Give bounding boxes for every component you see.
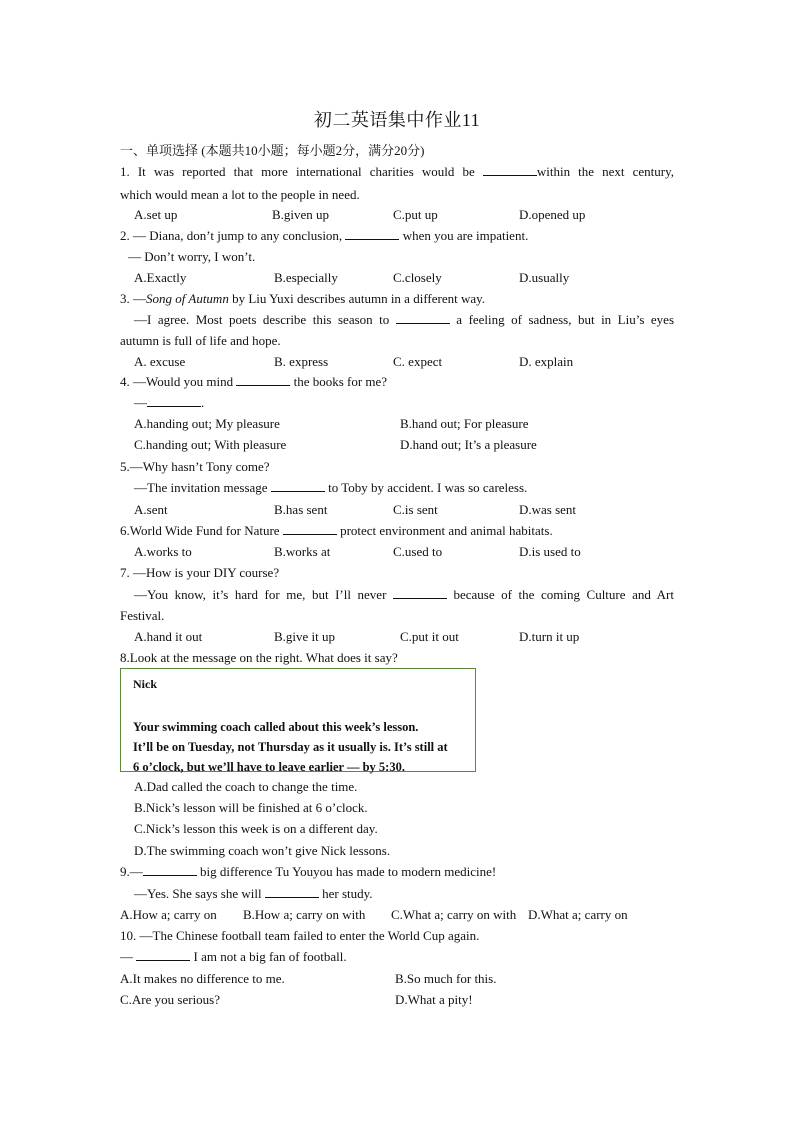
q10-option-a: A.It makes no difference to me. <box>120 971 285 986</box>
q3-line2-b: a feeling of sadness, but in Liu’s eyes <box>456 312 675 327</box>
question-7-stem: 7. —How is your DIY course? <box>120 565 280 580</box>
q7-option-c: C.put it out <box>400 629 459 644</box>
answer-blank <box>283 523 337 535</box>
q10-option-b: B.So much for this. <box>395 971 497 986</box>
question-7-line2 <box>134 587 674 603</box>
q3-line2-a: —I agree. Most poets describe this season to <box>134 312 390 327</box>
q9-text-b: big difference Tu Youyou has made to modern medicine! <box>200 864 497 879</box>
q7-option-b: B.give it up <box>274 629 336 644</box>
q3-text-b: by Liu Yuxi describes autumn in a different way. <box>228 291 486 306</box>
question-3-stem <box>120 291 485 307</box>
q6-text-b: protect environment and animal habitats. <box>340 523 553 538</box>
question-9-line2 <box>134 886 373 902</box>
message-line: It’ll be on Tuesday, not Thursday as it usually is. It’s still at <box>133 740 448 754</box>
q2-text-b: when you are impatient. <box>402 228 529 243</box>
q4-line2-a: — <box>134 395 147 410</box>
q10-text-b: I am not a big fan of football. <box>193 949 347 964</box>
answer-blank <box>483 164 537 176</box>
question-5-stem: 5.—Why hasn’t Tony come? <box>120 459 270 474</box>
message-line: Your swimming coach called about this week’s lesson. <box>133 720 419 734</box>
q6-option-a: A.works to <box>134 544 192 559</box>
q8-option-d: D.The swimming coach won’t give Nick lessons. <box>134 843 391 858</box>
q10-option-c: C.Are you serious? <box>120 992 221 1007</box>
q5-text-b: to Toby by accident. I was so careless. <box>328 480 528 495</box>
question-4-line2 <box>134 395 204 411</box>
question-7-line3: Festival. <box>120 608 165 623</box>
q9-line2-b: her study. <box>322 886 373 901</box>
q9-option-d: D.What a; carry on <box>528 907 628 922</box>
q9-option-c: C.What a; carry on with <box>391 907 517 922</box>
q5-option-a: A.sent <box>134 502 168 517</box>
q7-option-d: D.turn it up <box>519 629 580 644</box>
q6-option-b: B.works at <box>274 544 331 559</box>
answer-blank <box>136 949 190 961</box>
answer-blank <box>147 395 201 407</box>
q9-line2-a: —Yes. She says she will <box>134 886 262 901</box>
q1-text-b: within the next century, <box>536 164 674 179</box>
q3-option-c: C. expect <box>393 354 443 369</box>
question-10-stem: 10. —The Chinese football team failed to enter the World Cup again. <box>120 928 480 943</box>
answer-blank <box>345 228 399 240</box>
question-10-line2 <box>120 949 347 965</box>
q2-text-a: 2. — Diana, don’t jump to any conclusion, <box>120 228 343 243</box>
answer-blank <box>396 312 450 324</box>
answer-blank <box>393 587 447 599</box>
q9-option-b: B.How a; carry on with <box>243 907 366 922</box>
q8-option-c: C.Nick’s lesson this week is on a different day. <box>134 821 378 836</box>
q6-option-d: D.is used to <box>519 544 581 559</box>
q3-text-a: 3. — <box>120 291 146 306</box>
question-4-stem <box>120 374 387 390</box>
q9-text-a: 9.— <box>120 864 143 879</box>
q2-option-a: A.Exactly <box>134 270 187 285</box>
q5-option-d: D.was sent <box>519 502 577 517</box>
q6-option-c: C.used to <box>393 544 443 559</box>
q8-option-a: A.Dad called the coach to change the time. <box>134 779 358 794</box>
answer-blank <box>236 374 290 386</box>
section-heading: 一、单项选择 (本题共10小题；每小题2分，满分20分) <box>120 143 425 158</box>
q1-option-d: D.opened up <box>519 207 586 222</box>
q4-line2-b: . <box>201 395 205 410</box>
question-9-stem <box>120 864 496 880</box>
q2-option-c: C.closely <box>393 270 442 285</box>
q2-option-d: D.usually <box>519 270 570 285</box>
q4-option-a: A.handing out; My pleasure <box>134 416 280 431</box>
q4-option-c: C.handing out; With pleasure <box>134 437 287 452</box>
q4-option-b: B.hand out; For pleasure <box>400 416 529 431</box>
message-note-box <box>120 668 476 772</box>
question-1-stem <box>120 164 674 180</box>
q3-option-d: D. explain <box>519 354 574 369</box>
question-2-line2: — Don’t worry, I won’t. <box>128 249 256 264</box>
q4-text-a: 4. —Would you mind <box>120 374 234 389</box>
question-8-stem: 8.Look at the message on the right. What does it say? <box>120 650 398 665</box>
q7-option-a: A.hand it out <box>134 629 203 644</box>
answer-blank <box>265 886 319 898</box>
message-recipient: Nick <box>133 677 157 691</box>
message-body <box>133 717 473 777</box>
q4-text-b: the books for me? <box>293 374 388 389</box>
q4-option-d: D.hand out; It’s a pleasure <box>400 437 537 452</box>
answer-blank <box>143 864 197 876</box>
q5-option-c: C.is sent <box>393 502 438 517</box>
q7-text-a: —You know, it’s hard for me, but I’ll never <box>134 587 387 602</box>
q6-text-a: 6.World Wide Fund for Nature <box>120 523 280 538</box>
q1-option-c: C.put up <box>393 207 438 222</box>
question-1-line2: which would mean a lot to the people in need. <box>120 187 360 202</box>
q3-option-a: A. excuse <box>134 354 186 369</box>
question-3-line2 <box>134 312 674 328</box>
q2-option-b: B.especially <box>274 270 338 285</box>
q10-option-d: D.What a pity! <box>395 992 473 1007</box>
answer-blank <box>271 480 325 492</box>
q1-option-a: A.set up <box>134 207 178 222</box>
q5-option-b: B.has sent <box>274 502 328 517</box>
q5-text-a: —The invitation message <box>134 480 268 495</box>
question-2-stem <box>120 228 528 244</box>
message-line: 6 o’clock, but we’ll have to leave earlier — by 5:30. <box>133 760 405 774</box>
question-6-stem <box>120 523 553 539</box>
q1-option-b: B.given up <box>272 207 330 222</box>
question-5-line2 <box>134 480 527 496</box>
q9-option-a: A.How a; carry on <box>120 907 217 922</box>
q10-text-a: — <box>120 949 133 964</box>
q3-option-b: B. express <box>274 354 329 369</box>
q7-text-b: because of the coming Culture and Art <box>453 587 674 602</box>
question-3-line3: autumn is full of life and hope. <box>120 333 281 348</box>
q1-text-a: 1. It was reported that more international charities would be <box>120 164 475 179</box>
page-title: 初二英语集中作业11 <box>313 110 481 130</box>
q3-song-title: Song of Autumn <box>146 291 229 306</box>
q8-option-b: B.Nick’s lesson will be finished at 6 o’clock. <box>134 800 368 815</box>
